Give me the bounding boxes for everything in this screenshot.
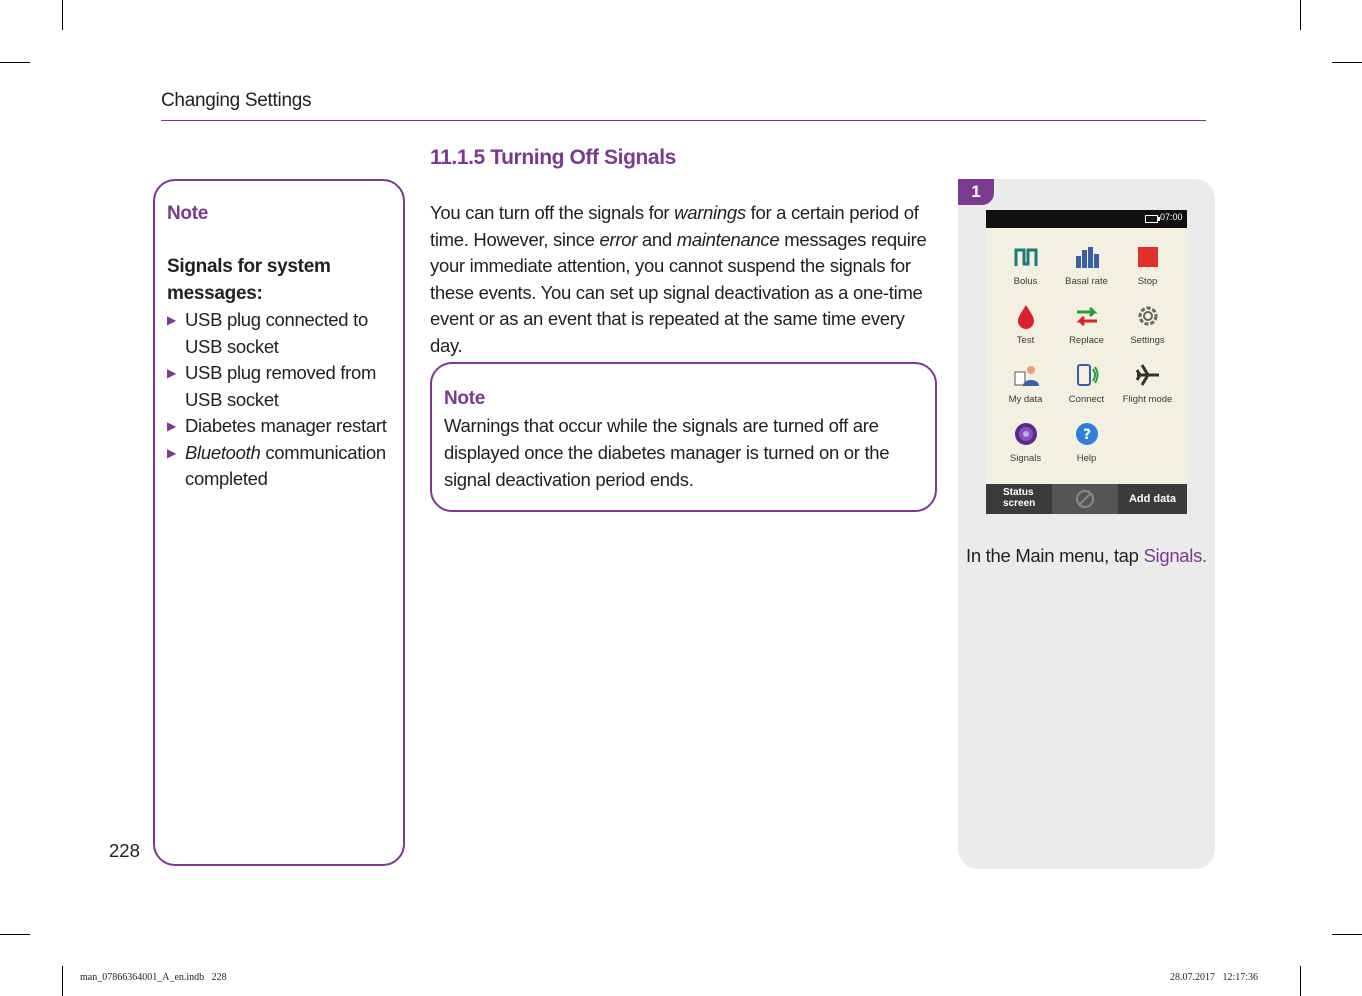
body-text-3: and <box>637 228 677 250</box>
footer-file-info: man_07866364001_A_en.indb 228 <box>80 972 227 983</box>
bullet-icon: ▶ <box>167 445 176 460</box>
crop-mark <box>1300 0 1301 30</box>
no-pump-icon <box>1052 484 1118 514</box>
signals-icon <box>1013 421 1039 447</box>
menu-tile-label: Bolus <box>1013 276 1038 287</box>
list-item-text: USB plug removed from USB socket <box>185 362 377 410</box>
signals-link: Signals. <box>1143 545 1207 566</box>
list-item-em: Bluetooth <box>185 441 261 463</box>
svg-text:?: ? <box>1082 427 1092 443</box>
menu-tile-label: Signals <box>1009 453 1042 464</box>
clock: 07:00 <box>1160 212 1183 222</box>
battery-icon <box>1145 215 1158 223</box>
body-em-warnings: warnings <box>674 202 746 223</box>
menu-tile-stop[interactable] <box>1114 238 1181 296</box>
device-screen <box>986 210 1187 514</box>
note-box-warnings <box>430 362 937 512</box>
section-title: Changing Settings <box>161 90 312 111</box>
device-bottom-bar <box>986 484 1187 514</box>
bullet-icon: ▶ <box>167 366 176 380</box>
crop-mark <box>0 934 30 935</box>
menu-tile-label: Test <box>1016 335 1035 346</box>
menu-tile-label: Settings <box>1130 335 1165 346</box>
menu-tile-bolus[interactable] <box>992 238 1059 296</box>
list-item <box>167 413 399 440</box>
menu-tile-my-data[interactable] <box>992 356 1059 414</box>
list-item-text: Diabetes manager restart <box>185 415 387 436</box>
menu-tile-label: Flight mode <box>1122 394 1173 405</box>
menu-tile-label: My data <box>1008 394 1043 405</box>
menu-tile-help[interactable] <box>1053 415 1120 473</box>
gear-icon <box>1135 303 1161 329</box>
note-subtitle: Signals for system messages: <box>167 256 331 304</box>
list-item <box>167 307 399 360</box>
body-text-4: messages require your immediate attention, you cannot suspend the signals for these events. You can set up signal deactivation as a one-time event or as an event that is repeated at the same time every day. <box>430 228 927 356</box>
step-instruction <box>966 545 1207 567</box>
crop-mark <box>1332 62 1362 63</box>
menu-tile-flight-mode[interactable] <box>1114 356 1181 414</box>
connect-icon <box>1074 362 1100 388</box>
footer-timestamp: 28.07.2017 12:17:36 <box>1170 972 1259 983</box>
menu-tile-replace[interactable] <box>1053 297 1120 355</box>
body-text-2: for a certain period of time. However, since <box>430 202 919 250</box>
crop-mark <box>62 0 63 30</box>
list-item <box>167 440 399 493</box>
menu-tile-connect[interactable] <box>1053 356 1120 414</box>
menu-tile-label: Connect <box>1068 394 1105 405</box>
replace-arrows-icon <box>1074 303 1100 329</box>
status-bar <box>986 210 1187 228</box>
note-box-system-signals <box>153 179 405 866</box>
body-em-error: error <box>599 228 638 250</box>
bullet-icon: ▶ <box>167 313 176 327</box>
stop-icon <box>1135 244 1161 270</box>
menu-tile-label: Stop <box>1137 276 1158 287</box>
status-screen-button[interactable]: Status screen <box>1003 487 1036 509</box>
list-item <box>167 360 399 413</box>
menu-tile-label: Replace <box>1069 335 1104 346</box>
help-icon <box>1074 421 1100 447</box>
note-text: Warnings that occur while the signals are turned off are displayed once the diabetes manager is turned on or the signal deactivation period ends. <box>444 415 890 490</box>
menu-tile-test[interactable] <box>992 297 1059 355</box>
menu-tile-settings[interactable] <box>1114 297 1181 355</box>
page-heading: 11.1.5 Turning Off Signals <box>430 146 676 169</box>
step-number-badge: 1 <box>958 179 994 205</box>
header-rule <box>161 120 1206 121</box>
basal-rate-icon <box>1074 244 1100 270</box>
note-title: Note <box>444 388 486 409</box>
list-item-text: USB plug connected to USB socket <box>185 309 368 357</box>
instruction-text: In the Main menu, tap <box>966 545 1144 566</box>
menu-tile-label: Basal rate <box>1065 276 1108 287</box>
body-em-maintenance: maintenance <box>676 228 780 250</box>
page-number: 228 <box>109 840 140 861</box>
menu-tile-label: Help <box>1076 453 1097 464</box>
crop-mark <box>0 62 30 63</box>
add-data-button[interactable]: Add data <box>1128 493 1177 505</box>
crop-mark <box>1300 966 1301 996</box>
bolus-icon <box>1013 244 1039 270</box>
note-title: Note <box>167 203 209 224</box>
blood-drop-icon <box>1013 303 1039 329</box>
list-item-text: communication completed <box>185 441 386 489</box>
menu-tile-basal-rate[interactable] <box>1053 238 1120 296</box>
body-paragraph <box>430 200 940 359</box>
airplane-icon <box>1135 362 1161 388</box>
crop-mark <box>1332 934 1362 935</box>
bullet-icon: ▶ <box>167 419 176 433</box>
body-text-1: You can turn off the signals for <box>430 202 675 223</box>
menu-tile-signals[interactable] <box>992 415 1059 473</box>
my-data-icon <box>1013 362 1039 388</box>
crop-mark <box>62 966 63 996</box>
note-list <box>167 307 399 493</box>
